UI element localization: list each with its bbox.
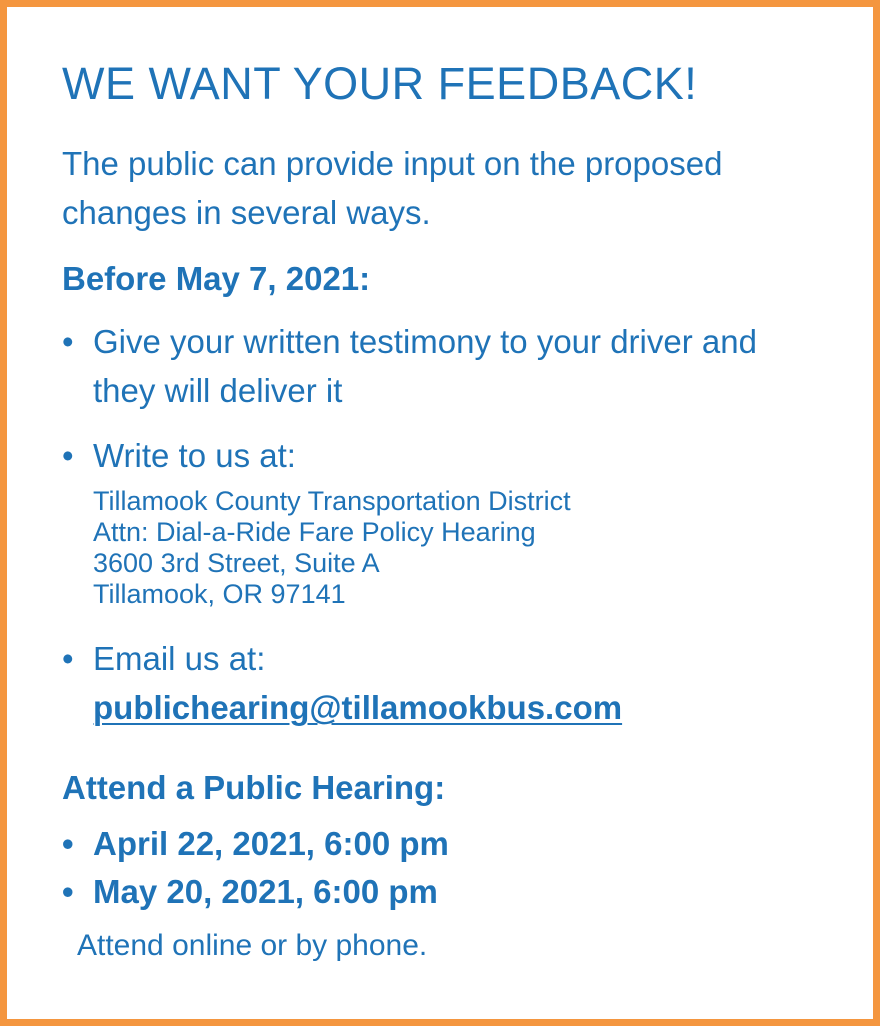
hearing-date-text: May 20, 2021, 6:00 pm <box>93 873 438 910</box>
email-method-list <box>62 634 862 732</box>
hearing-dates-list <box>62 820 862 916</box>
bullet-icon: • <box>62 825 74 862</box>
email-link[interactable]: publichearing@tillamookbus.com <box>93 689 623 726</box>
list-item-written-testimony <box>62 317 793 415</box>
bullet-icon: • <box>62 437 74 474</box>
address-line-organization: Tillamook County Transportation District <box>93 486 571 516</box>
list-item-email-us <box>62 634 862 732</box>
headline: WE WANT YOUR FEEDBACK! <box>62 58 698 109</box>
intro-text: The public can provide input on the proposed changes in several ways. <box>62 145 723 231</box>
public-hearing-heading: Attend a Public Hearing: <box>62 769 446 806</box>
address-line-attention: Attn: Dial-a-Ride Fare Policy Hearing <box>93 517 536 547</box>
address-line-street: 3600 3rd Street, Suite A <box>93 548 380 578</box>
mailing-address <box>62 486 862 610</box>
email-us-text: Email us at: <box>93 640 266 677</box>
hearing-date-text: April 22, 2021, 6:00 pm <box>93 825 449 862</box>
list-item-hearing-date-1 <box>62 820 862 868</box>
bullet-icon: • <box>62 873 74 910</box>
bullet-icon: • <box>62 323 74 360</box>
address-line-city: Tillamook, OR 97141 <box>93 579 346 609</box>
feedback-methods-list <box>62 317 862 480</box>
attend-online-note: Attend online or by phone. <box>77 929 428 962</box>
list-item-write-to-us <box>62 431 862 480</box>
bullet-icon: • <box>62 640 74 677</box>
feedback-notice-content <box>62 57 862 996</box>
list-item-hearing-date-2 <box>62 868 862 916</box>
write-to-us-text: Write to us at: <box>93 437 296 474</box>
before-deadline-heading: Before May 7, 2021: <box>62 260 371 297</box>
written-testimony-text: Give your written testimony to your driver and they will deliver it <box>93 323 757 409</box>
